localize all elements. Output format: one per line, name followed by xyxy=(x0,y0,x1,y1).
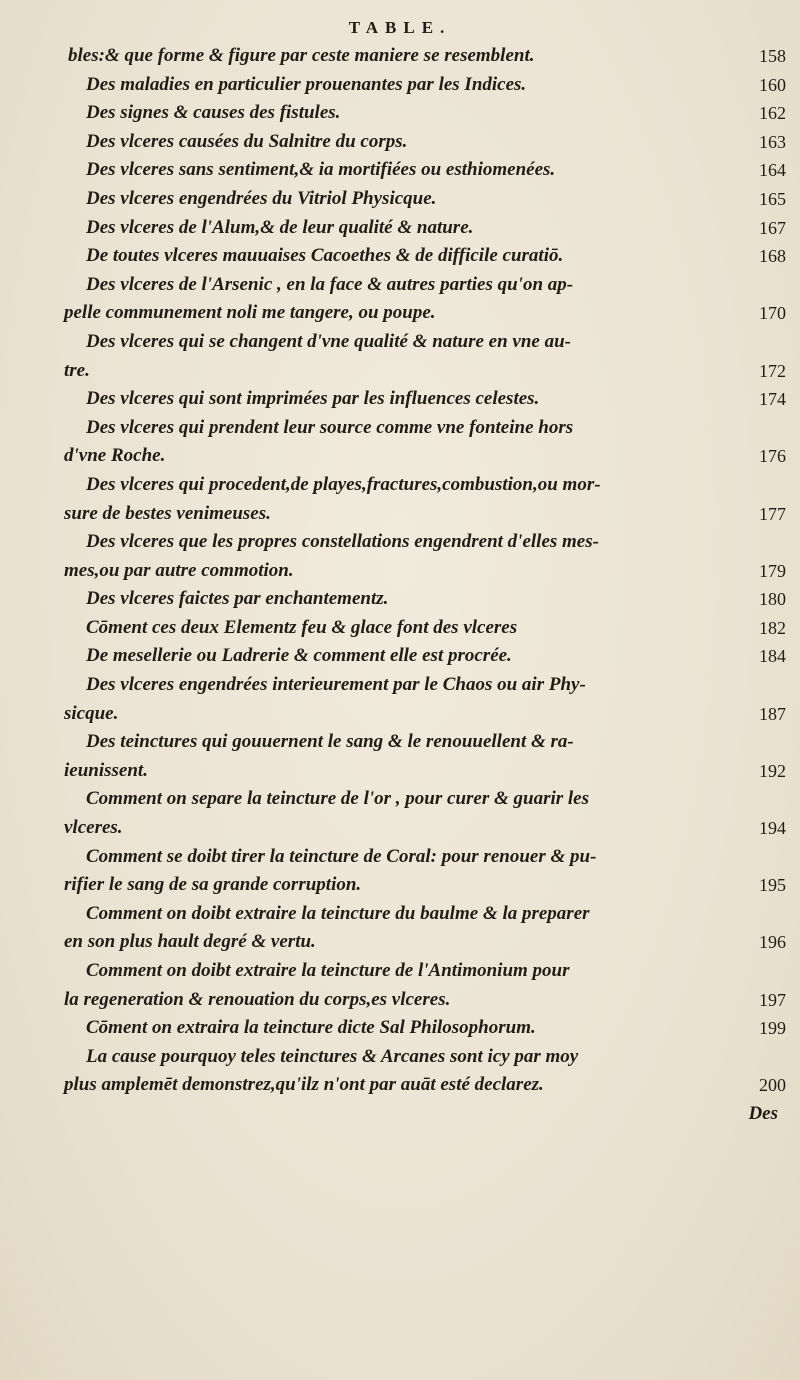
entry-title: Comment se doibt tirer la teincture de Coral: pour renouer & pu- xyxy=(86,845,597,867)
page-number: 195 xyxy=(759,875,786,896)
entry-title: Des vlceres de l'Arsenic , en la face & autres parties qu'on ap- xyxy=(86,273,574,295)
toc-entry xyxy=(64,71,790,100)
entry-title-continuation: plus amplemēt demonstrez,qu'ilz n'ont par auāt esté declarez. xyxy=(64,1074,544,1096)
entry-title: Comment on doibt extraire la teincture de l'Antimonium pour xyxy=(86,960,570,981)
page-number: 192 xyxy=(759,760,786,781)
entry-title: Des vlceres qui procedent,de playes,fractures,combustion,ou mor- xyxy=(86,473,601,495)
page-number: 174 xyxy=(759,389,786,410)
entry-title-continuation: sure de bestes venimeuses. xyxy=(64,502,271,524)
page-number: 170 xyxy=(759,303,786,324)
page-number: 172 xyxy=(759,360,786,381)
entry-title: Des vlceres engendrées interieurement par le Chaos ou air Phy- xyxy=(86,674,586,696)
toc-entry xyxy=(64,528,790,585)
page-number: 160 xyxy=(759,74,786,95)
entry-title: Des vlceres qui se changent d'vne qualité & nature en vne au- xyxy=(86,330,572,352)
entry-title-continuation: la regeneration & renouation du corps,es vlceres. xyxy=(64,988,451,1010)
toc-entry xyxy=(64,642,790,671)
toc-entry xyxy=(64,185,790,214)
toc-entry xyxy=(64,385,790,414)
toc-entry xyxy=(64,271,790,328)
entry-title: Comment on separe la teincture de l'or , pour curer & guarir les xyxy=(86,788,590,810)
table-of-contents xyxy=(64,42,790,1129)
entry-title: Des vlceres qui prendent leur source comme vne fonteine hors xyxy=(86,416,574,438)
page-number: 176 xyxy=(759,446,786,467)
toc-entry xyxy=(64,585,790,614)
page-number: 167 xyxy=(759,217,786,238)
page-number: 199 xyxy=(759,1018,786,1039)
page-number: 162 xyxy=(759,103,786,124)
entry-title: Des vlceres engendrées du Vitriol Physicque. xyxy=(86,187,437,209)
catchword: Des xyxy=(748,1102,778,1124)
entry-title: Comment on doibt extraire la teincture du baulme & la preparer xyxy=(86,902,590,924)
toc-entry xyxy=(64,214,790,243)
entry-title: De mesellerie ou Ladrerie & comment elle est procrée. xyxy=(86,645,512,667)
page-number: 187 xyxy=(759,703,786,724)
toc-entry xyxy=(64,957,790,1014)
page-number: 158 xyxy=(759,46,786,66)
page-number: 165 xyxy=(759,188,786,209)
entry-title-continuation: mes,ou par autre commotion. xyxy=(64,559,294,581)
page-number: 194 xyxy=(759,818,786,839)
toc-entry xyxy=(64,785,790,842)
toc-entry xyxy=(64,614,790,643)
entry-title: Des vlceres qui sont imprimées par les influences celestes. xyxy=(86,388,540,410)
toc-entry xyxy=(64,471,790,528)
toc-entry xyxy=(64,99,790,128)
page-number: 179 xyxy=(759,560,786,581)
page-number: 180 xyxy=(759,589,786,610)
entry-title-continuation: rifier le sang de sa grande corruption. xyxy=(64,874,362,896)
page-number: 163 xyxy=(759,131,786,152)
toc-entry xyxy=(64,1014,790,1043)
toc-entry xyxy=(64,900,790,957)
entry-title-continuation: tre. xyxy=(64,359,90,381)
page-number: 196 xyxy=(759,932,786,953)
entry-title: Cōment ces deux Elementz feu & glace font des vlceres xyxy=(86,616,518,638)
entry-title-continuation: pelle communement noli me tangere, ou poupe. xyxy=(64,302,436,324)
entry-title-continuation: en son plus hault degré & vertu. xyxy=(64,931,316,953)
page-number: 164 xyxy=(759,160,786,181)
toc-entry xyxy=(64,1043,790,1100)
entry-title-continuation: d'vne Roche. xyxy=(64,445,166,467)
page-number: 182 xyxy=(759,617,786,638)
entry-title: Cōment on extraira la teincture dicte Sal Philosophorum. xyxy=(86,1017,536,1039)
toc-entry xyxy=(64,328,790,385)
entry-title-continuation: sicque. xyxy=(64,702,119,724)
entry-title: Des maladies en particulier prouenantes par les Indices. xyxy=(86,73,527,95)
entry-title: Des vlceres de l'Alum,& de leur qualité & nature. xyxy=(86,216,474,238)
page-number: 177 xyxy=(759,503,786,524)
entry-title-continuation: vlceres. xyxy=(64,817,123,839)
page-number: 184 xyxy=(759,646,786,667)
entry-title: De toutes vlceres mauuaises Cacoethes & de difficile curatiō. xyxy=(86,245,564,267)
page-number: 168 xyxy=(759,246,786,267)
page-number: 197 xyxy=(759,989,786,1010)
toc-entry xyxy=(64,128,790,157)
entry-title: bles:& que forme & figure par ceste maniere se resemblent. xyxy=(68,45,535,66)
toc-entry xyxy=(64,156,790,185)
running-header: TABLE. xyxy=(348,18,452,37)
entry-title: Des teinctures qui gouuernent le sang & le renouuellent & ra- xyxy=(86,731,574,753)
toc-entry xyxy=(64,42,790,71)
toc-entry xyxy=(64,414,790,471)
entry-title: Des signes & causes des fistules. xyxy=(86,102,341,124)
toc-entry xyxy=(64,242,790,271)
toc-entry xyxy=(64,671,790,728)
entry-title: Des vlceres que les propres constellations engendrent d'elles mes- xyxy=(86,531,599,553)
entry-title: Des vlceres causées du Salnitre du corps. xyxy=(86,130,408,152)
toc-entry xyxy=(64,728,790,785)
entry-title: Des vlceres sans sentiment,& ia mortifiées ou esthiomenées. xyxy=(86,159,556,181)
page-number: 200 xyxy=(759,1075,786,1096)
toc-entry xyxy=(64,843,790,900)
entry-title: Des vlceres faictes par enchantementz. xyxy=(86,588,389,610)
entry-title: La cause pourquoy teles teinctures & Arcanes sont icy par moy xyxy=(86,1045,579,1067)
entry-title-continuation: ieunissent. xyxy=(64,759,148,781)
